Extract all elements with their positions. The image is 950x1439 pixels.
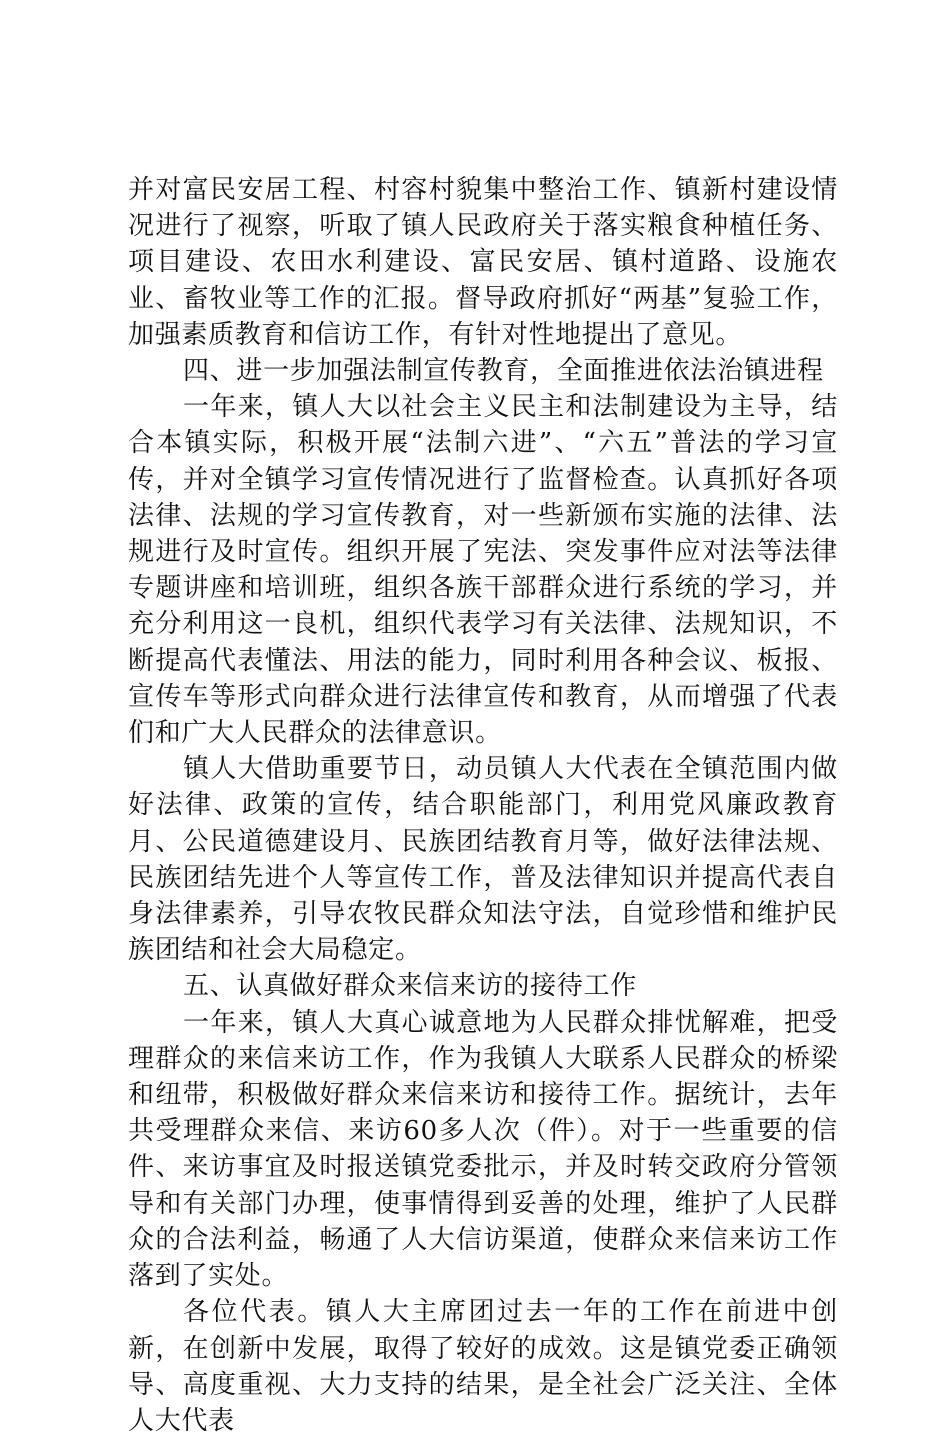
document-body <box>128 172 838 1439</box>
paragraph-closing-remarks: 各位代表。镇人大主席团过去一年的工作在前进中创新，在创新中发展，取得了较好的成效。这是镇党委正确领导、高度重视、大力支持的结果，是全社会广泛关注、全体人大代表 <box>128 1297 838 1436</box>
section-heading-legal-education: 四、进一步加强法制宣传教育，全面推进依法治镇进程 <box>183 356 824 387</box>
section-heading-petitions: 五、认真做好群众来信来访的接待工作 <box>183 971 637 1002</box>
paragraph-inspection-summary: 并对富民安居工程、村容村貌集中整治工作、镇新村建设情况进行了视察，听取了镇人民政府关于落实粮食种植任务、项目建设、农田水利建设、富民安居、镇村道路、设施农业、畜牧业等工作的汇报。督导政府抓好“两基”复验工作，加强素质教育和信访工作，有针对性地提出了意见。 <box>128 175 838 350</box>
paragraph-festival-publicity: 镇人大借助重要节日，动员镇人大代表在全镇范围内做好法律、政策的宣传，结合职能部门，利用党风廉政教育月、公民道德建设月、民族团结教育月等，做好法律法规、民族团结先进个人等宣传工作，普及法律知识并提高代表自身法律素养，引导农牧民群众知法守法，自觉珍惜和维护民族团结和社会大局稳定。 <box>128 754 838 966</box>
paragraph-legal-publicity: 一年来，镇人大以社会主义民主和法制建设为主导，结合本镇实际，积极开展“法制六进”、“六五”普法的学习宣传，并对全镇学习宣传情况进行了监督检查。认真抓好各项法律、法规的学习宣传教育，对一些新颁布实施的法律、法规进行及时宣传。组织开展了宪法、突发事件应对法等法律专题讲座和培训班，组织各族干部群众进行系统的学习，并充分利用这一良机，组织代表学习有关法律、法规知识，不断提高代表懂法、用法的能力，同时利用各种会议、板报、宣传车等形式向群众进行法律宣传和教育，从而增强了代表们和广大人民群众的法律意识。 <box>128 392 838 749</box>
paragraph-petition-work: 一年来，镇人大真心诚意地为人民群众排忧解难，把受理群众的来信来访工作，作为我镇人大联系人民群众的桥梁和纽带，积极做好群众来信来访和接待工作。据统计，去年共受理群众来信、来访60多人次（件）。对于一些重要的信件、来访事宜及时报送镇党委批示，并及时转交政府分管领导和有关部门办理，使事情得到妥善的处理，维护了人民群众的合法利益，畅通了人大信访渠道，使群众来信来访工作落到了实处。 <box>128 1007 838 1292</box>
